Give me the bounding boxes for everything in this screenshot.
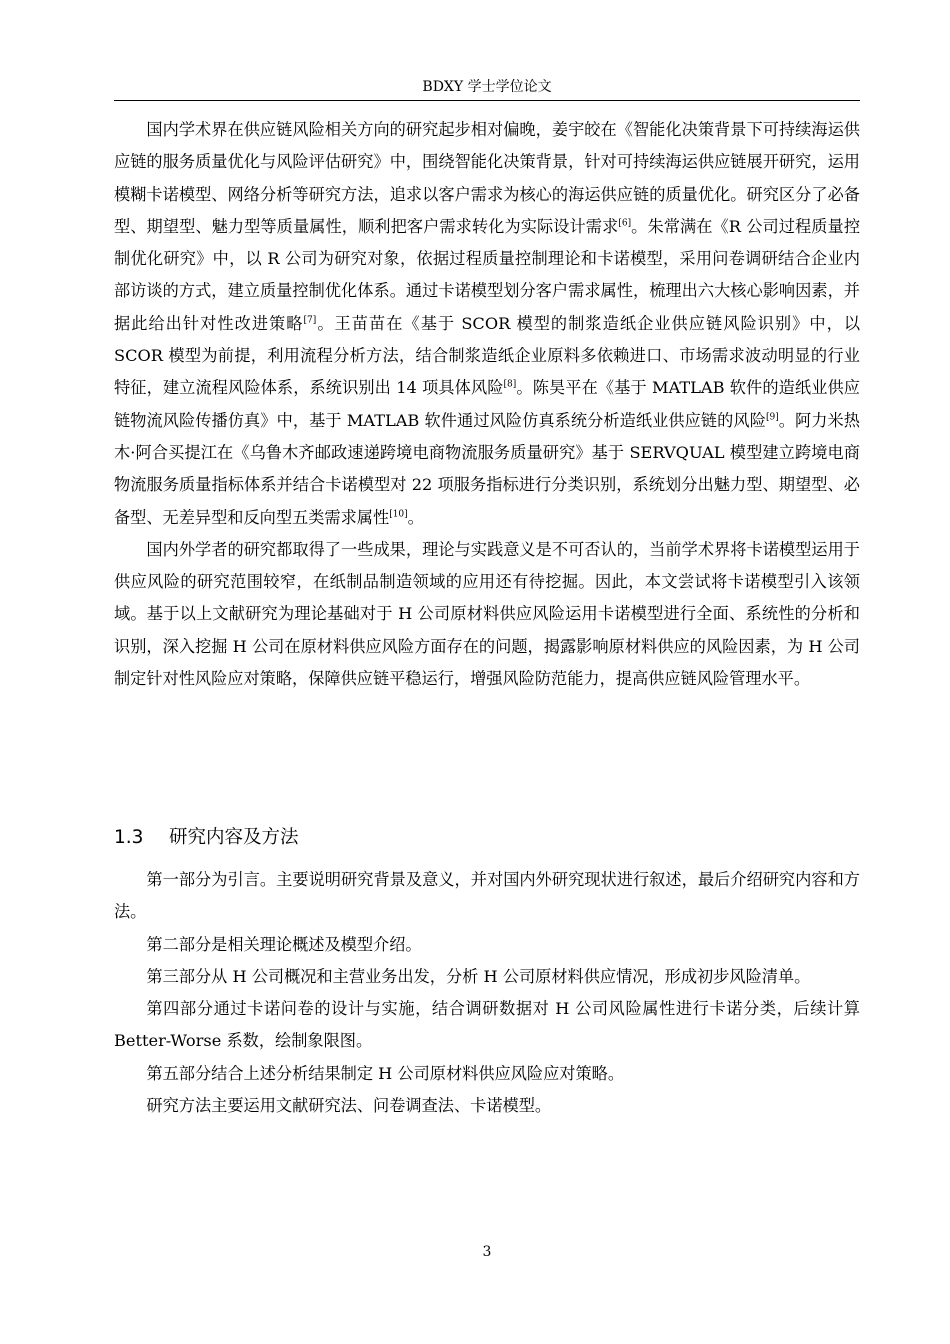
section-heading: [114, 822, 860, 854]
section-paragraph: 研究方法主要运用文献研究法、问卷调查法、卡诺模型。: [146, 1096, 552, 1116]
section-title: 研究内容及方法: [169, 827, 299, 848]
citation-9: [9]: [765, 412, 779, 423]
paragraph-domestic-research: 国内学术界在供应链风险相关方向的研究起步相对偏晚，姜宇皎在《智能化决策背景下可持续海运供应链的服务质量优化与风险评估研究》中，围绕智能化决策背景，针对可持续海运供应链展开研究，运用模糊卡诺模型、网络分析等研究方法，追求以客户需求为核心的海运供应链的质量优化。研究区分了必备型、期望型、魅力型等质量属性，顺利把客户需求转化为实际设计需求[6]。朱常满在《R 公司过程质量控制优化研究》中，以 R 公司为研究对象，依据过程质量控制理论和卡诺模型，采用问卷调研结合企业内部访谈的方式，建立质量控制优化体系。通过卡诺模型划分客户需求属性，梳理出六大核心影响因素，并据此给出针对性改进策略[7]。王苗苗在《基于 SCOR 模型的制浆造纸企业供应链风险识别》中，以 SCOR 模型为前提，利用流程分析方法，结合制浆造纸企业原料多依赖进口、市场需求波动明显的行业特征，建立流程风险体系，系统识别出 14 项具体风险[8]。陈昊平在《基于 MATLAB 软件的造纸业供应链物流风险传播仿真》中，基于 MATLAB 软件通过风险仿真系统分析造纸业供应链的风险[9]。阿力米热木·阿合买提江在《乌鲁木齐邮政速递跨境电商物流服务质量研究》基于 SERVQUAL 模型建立跨境电商物流服务质量指标体系并结合卡诺模型对 22 项服务指标进行分类识别，系统划分出魅力型、期望型、必备型、无差异型和反向型五类需求属性[10]。: [114, 120, 861, 527]
section-number: 1.3: [114, 827, 144, 848]
section-paragraph: 第一部分为引言。主要说明研究背景及意义，并对国内外研究现状进行叙述，最后介绍研究内容和方法。: [114, 870, 860, 922]
citation-6: [6]: [618, 218, 632, 229]
running-header: BDXY 学士学位论文: [422, 79, 552, 95]
citation-7: [7]: [303, 315, 317, 326]
section-paragraph: 第五部分结合上述分析结果制定 H 公司原材料供应风险应对策略。: [146, 1063, 625, 1083]
section-body: [114, 864, 860, 1122]
citation-8: [8]: [503, 379, 517, 390]
section-paragraph: 第三部分从 H 公司概况和主营业务出发，分析 H 公司原材料供应情况，形成初步风险清单。: [146, 966, 811, 986]
citation-10: [10]: [389, 509, 408, 520]
literature-review-body: [114, 114, 860, 695]
section-paragraph: 第四部分通过卡诺问卷的设计与实施，结合调研数据对 H 公司风险属性进行卡诺分类，后续计算 Better-Worse 系数，绘制象限图。: [114, 999, 860, 1051]
paragraph-summary: 国内外学者的研究都取得了一些成果，理论与实践意义是不可否认的，当前学术界将卡诺模型运用于供应风险的研究范围较窄，在纸制品制造领域的应用还有待挖掘。因此，本文尝试将卡诺模型引入该领域。基于以上文献研究为理论基础对于 H 公司原材料供应风险运用卡诺模型进行全面、系统性的分析和识别，深入挖掘 H 公司在原材料供应风险方面存在的问题，揭露影响原材料供应的风险因素，为 H 公司制定针对性风险应对策略，保障供应链平稳运行，增强风险防范能力，提高供应链风险管理水平。: [114, 539, 860, 689]
page-number: 3: [482, 1244, 492, 1260]
header-rule: [114, 100, 860, 101]
section-paragraph: 第二部分是相关理论概述及模型介绍。: [146, 934, 422, 954]
